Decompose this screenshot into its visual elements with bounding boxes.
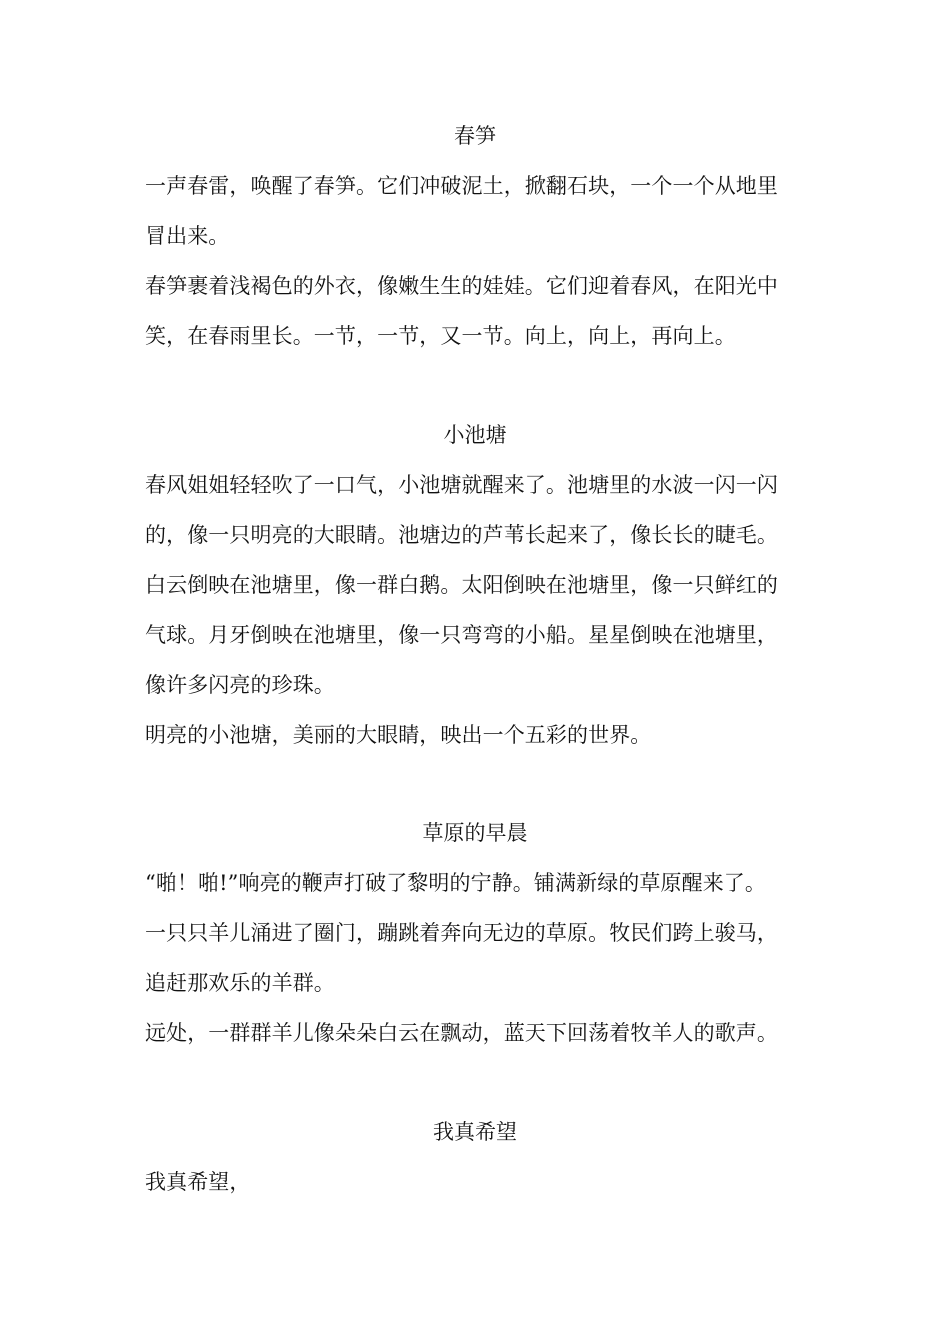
paragraph-line: 白云倒映在池塘里，像一群白鹅。太阳倒映在池塘里，像一只鲜红的 [145, 573, 778, 597]
paragraph-line: 追赶那欢乐的羊群。 [145, 971, 335, 995]
section-title: 草原的早晨 [422, 821, 528, 845]
paragraph-line: 的，像一只明亮的大眼睛。池塘边的芦苇长起来了，像长长的睫毛。 [145, 523, 778, 547]
paragraph-line: 远处，一群群羊儿像朵朵白云在飘动，蓝天下回荡着牧羊人的歌声。 [145, 1021, 778, 1045]
paragraph-line: 春笋裹着浅褐色的外衣，像嫩生生的娃娃。它们迎着春风，在阳光中 [145, 274, 778, 298]
paragraph-line: 笑，在春雨里长。一节，一节，又一节。向上，向上，再向上。 [145, 324, 736, 348]
paragraph-line: “啪！啪!”响亮的鞭声打破了黎明的宁静。铺满新绿的草原醒来了。 [145, 871, 767, 895]
paragraph-line: 春风姐姐轻轻吹了一口气，小池塘就醒来了。池塘里的水波一闪一闪 [145, 473, 778, 497]
paragraph-line: 我真希望， [145, 1170, 251, 1194]
paragraph-line: 一声春雷，唤醒了春笋。它们冲破泥土，掀翻石块，一个一个从地里 [145, 174, 778, 198]
paragraph-line: 一只只羊儿涌进了圈门，蹦跳着奔向无边的草原。牧民们跨上骏马， [145, 921, 778, 945]
paragraph-line: 明亮的小池塘，美丽的大眼睛，映出一个五彩的世界。 [145, 723, 652, 747]
paragraph-line: 冒出来。 [145, 224, 230, 248]
section-title: 小池塘 [443, 423, 507, 447]
section-title: 春笋 [454, 124, 496, 148]
section-title: 我真希望 [433, 1120, 517, 1144]
paragraph-line: 像许多闪亮的珍珠。 [145, 673, 335, 697]
paragraph-line: 气球。月牙倒映在池塘里，像一只弯弯的小船。星星倒映在池塘里， [145, 623, 778, 647]
